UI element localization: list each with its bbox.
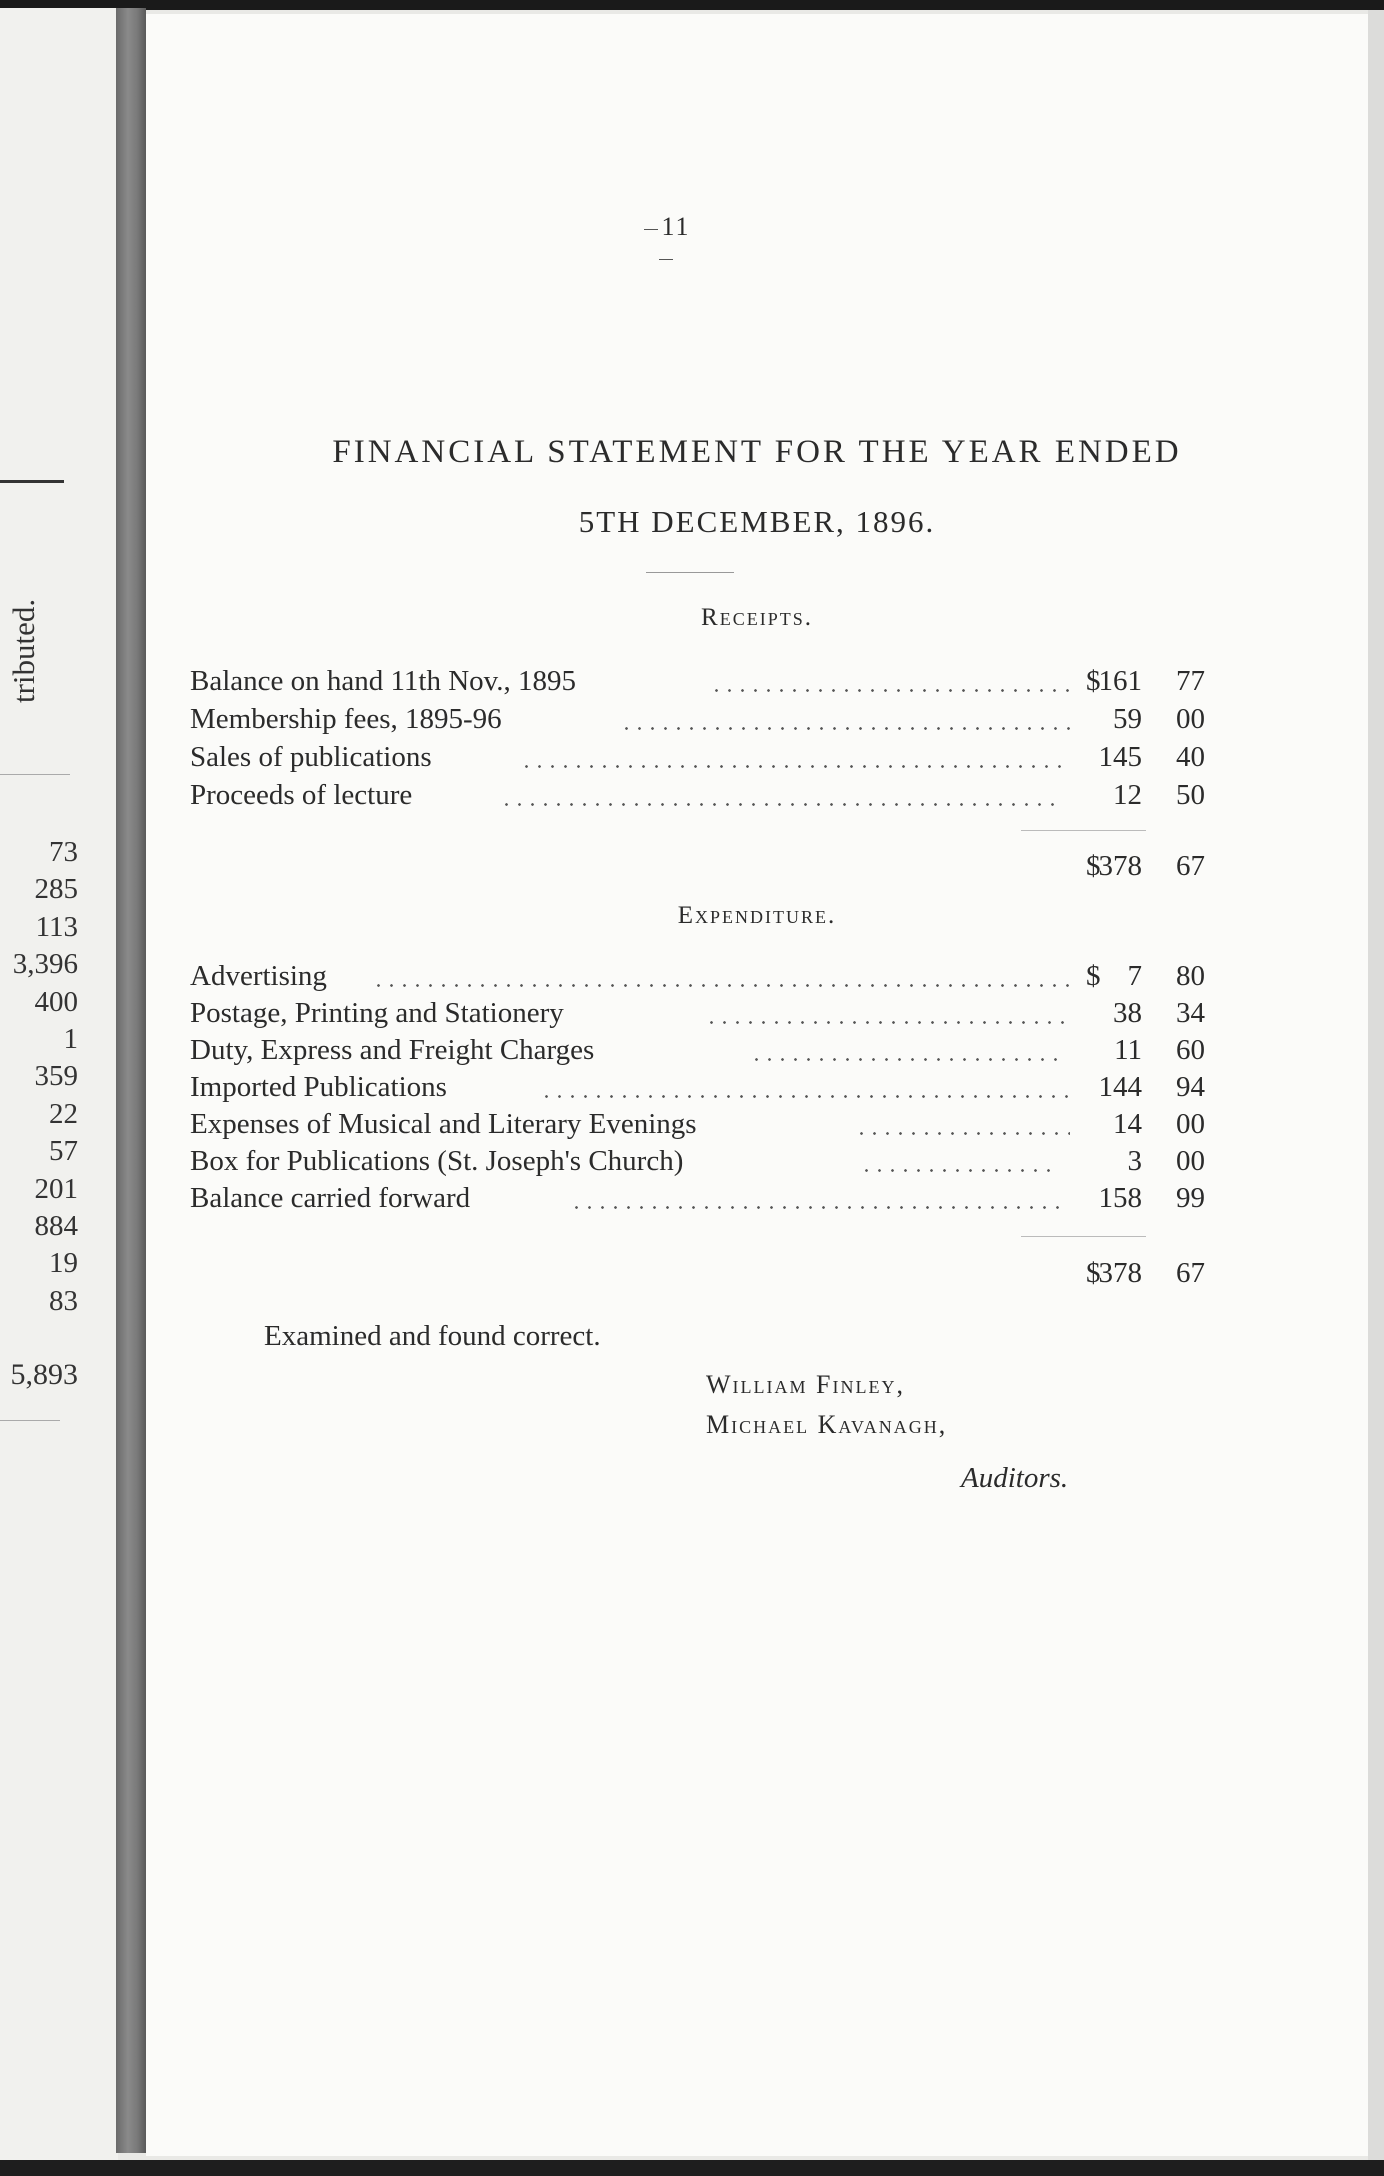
expenditure-label: Advertising [190,960,327,992]
dollars-value: 145 [1098,741,1142,773]
receipt-row [190,703,1220,741]
dot-leader [855,1132,1070,1135]
facing-page-number: 884 [34,1209,78,1242]
expenditure-label: Duty, Express and Freight Charges [190,1034,595,1066]
dollars-value: 144 [1098,1071,1142,1103]
cents-value: 99 [1176,1182,1205,1214]
signatory-name: William Finley, [706,1370,905,1399]
expenditure-total-row [190,1257,1220,1295]
dollars-value: 158 [1098,1182,1142,1214]
expenditure-label: Imported Publications [190,1071,447,1103]
expenditure-heading: Expenditure. [677,902,837,929]
facing-page-number: 1 [63,1022,78,1055]
dot-leader [860,1169,1060,1172]
dollars-value: 3 [1127,1145,1142,1177]
expenditure-row [190,1034,1220,1072]
facing-page-number: 3,396 [12,948,78,981]
receipt-label: Balance on hand 11th Nov., 1895 [190,665,577,697]
scan-edge-top [0,0,1384,10]
facing-page-total: 5,893 [10,1358,78,1391]
expenditure-row [190,960,1220,998]
dollars-value: 161 [1098,665,1142,697]
facing-page-number-column [0,834,78,1320]
receipt-label: Proceeds of lecture [190,779,413,811]
dot-leader [705,1021,1070,1024]
cents-value: 00 [1176,1108,1205,1140]
dollars-value: 12 [1113,779,1142,811]
receipt-row [190,779,1220,817]
total-dollars: 378 [1098,850,1142,882]
sum-rule [1021,1236,1146,1237]
facing-page-number: 359 [34,1060,78,1093]
facing-page-number: 113 [35,910,78,943]
facing-page [0,8,118,2160]
dollars-value: 11 [1114,1034,1142,1066]
dot-leader [570,1206,1060,1209]
facing-page-number: 285 [34,873,78,906]
dollars-value: 7 [1127,960,1142,992]
facing-page-number: 201 [34,1172,78,1205]
expenditure-label: Balance carried forward [190,1182,471,1214]
facing-page-number: 22 [49,1097,78,1130]
sum-rule [1021,830,1146,831]
expenditure-row [190,1145,1220,1183]
expenditure-label: Postage, Printing and Stationery [190,997,564,1029]
page-number: 11 [636,212,696,272]
cents-value: 00 [1176,703,1205,735]
document-page [146,14,1368,2156]
cents-value: 40 [1176,741,1205,773]
title-divider [646,572,734,573]
cents-value: 77 [1176,665,1205,697]
expenditure-label: Box for Publications (St. Joseph's Church) [190,1145,684,1177]
dollars-value: 14 [1113,1108,1142,1140]
facing-page-number: 83 [49,1284,78,1317]
currency-sign: $ [1086,850,1101,882]
statement-subtitle: 5TH DECEMBER, 1896. [578,504,936,539]
facing-page-number: 400 [34,985,78,1018]
facing-page-column-header: tributed. [6,598,41,703]
total-dollars: 378 [1098,1257,1142,1289]
cents-value: 80 [1176,960,1205,992]
facing-page-rule [0,1420,60,1421]
scan-edge-bottom [0,2160,1384,2176]
cents-value: 60 [1176,1034,1205,1066]
auditors-label: Auditors. [961,1462,1069,1494]
expenditure-label: Expenses of Musical and Literary Evenings [190,1108,697,1140]
currency-sign: $ [1086,1257,1101,1289]
currency-sign: $ [1086,665,1101,697]
dollars-value: 59 [1113,703,1142,735]
expenditure-row [190,1182,1220,1220]
receipt-label: Membership fees, 1895-96 [190,703,502,735]
facing-page-rule [0,774,70,775]
dot-leader [520,765,1070,768]
statement-title: FINANCIAL STATEMENT FOR THE YEAR ENDED [332,434,1182,470]
facing-page-number: 57 [49,1135,78,1168]
expenditure-row [190,1108,1220,1146]
dot-leader [620,727,1070,730]
total-cents: 67 [1176,1257,1205,1289]
examined-statement: Examined and found correct. [264,1320,601,1352]
currency-sign: $ [1086,960,1101,992]
receipt-label: Sales of publications [190,741,432,773]
dot-leader [540,1095,1070,1098]
cents-value: 00 [1176,1145,1205,1177]
page-edge-right [1368,10,1384,2160]
receipt-row [190,665,1220,703]
dot-leader [750,1058,1060,1061]
dot-leader [372,984,1070,987]
cents-value: 50 [1176,779,1205,811]
total-cents: 67 [1176,850,1205,882]
facing-page-number: 73 [49,836,78,868]
dollars-value: 38 [1113,997,1142,1029]
expenditure-row [190,1071,1220,1109]
facing-page-rule [0,480,64,483]
facing-page-number: 19 [49,1247,78,1280]
dot-leader [710,689,1070,692]
dot-leader [500,803,1060,806]
receipt-row [190,741,1220,779]
receipts-total-row [190,850,1220,888]
expenditure-row [190,997,1220,1035]
cents-value: 34 [1176,997,1205,1029]
cents-value: 94 [1176,1071,1205,1103]
receipts-heading: Receipts. [701,604,813,631]
signatory-name: Michael Kavanagh, [706,1410,948,1439]
book-binding [116,8,146,2153]
